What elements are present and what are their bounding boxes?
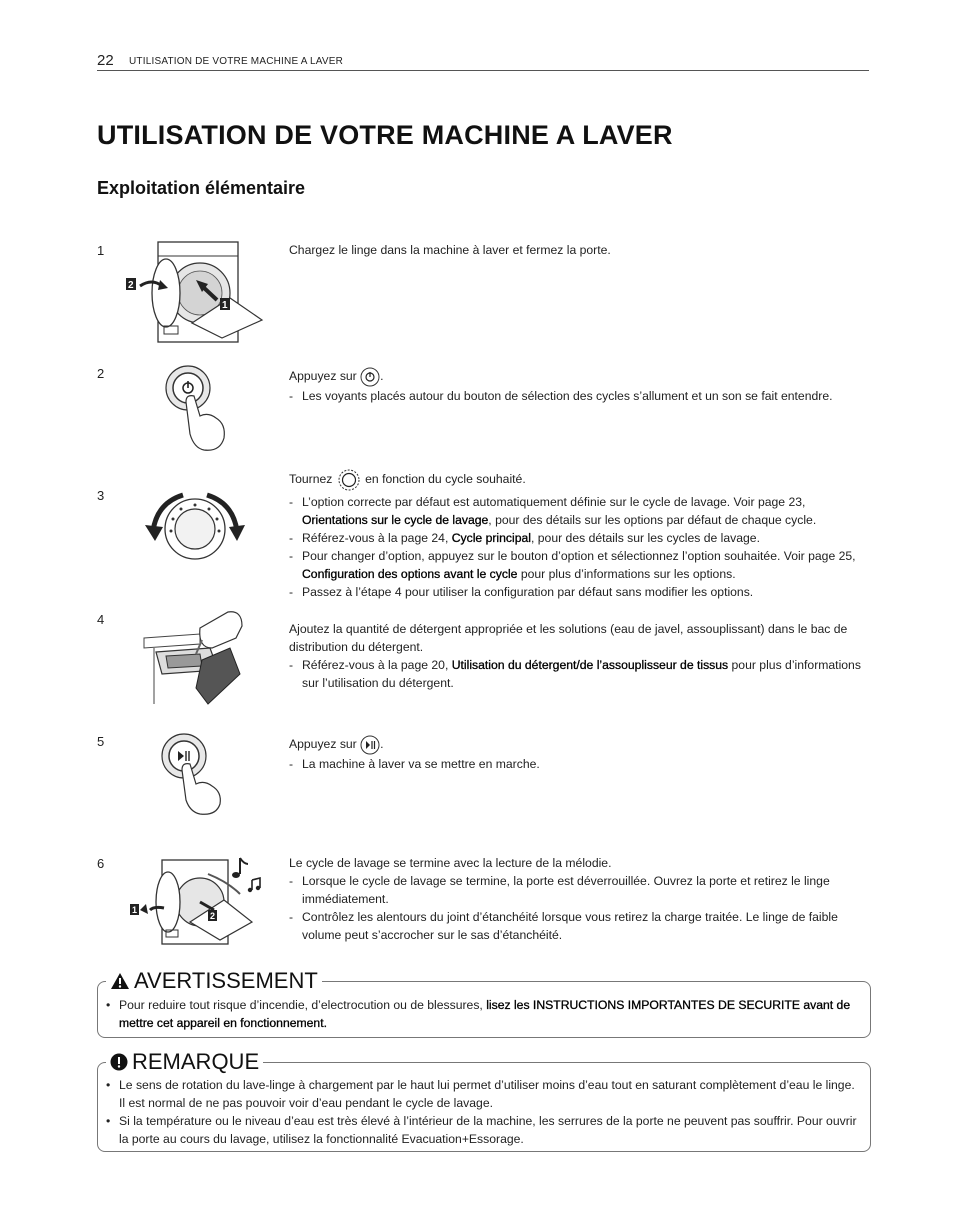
text: pour plus d’informations sur les options.	[520, 567, 736, 581]
warning-title-text: AVERTISSEMENT	[134, 968, 318, 993]
step-6-bullet: Lorsque le cycle de lavage se termine, la porte est déverrouillée. Ouvrez la porte et retirez le linge immédiatement.	[302, 874, 830, 906]
dash-marker: -	[289, 874, 294, 888]
step-3-text	[289, 469, 874, 601]
step-3-lead-b: en fonction du cycle souhaité.	[365, 472, 526, 487]
start-pause-icon	[360, 735, 380, 755]
step-3-lead-a: Tournez	[289, 472, 333, 487]
link-cycle-principal: Cycle principal	[451, 531, 531, 545]
text: pour plus d’informations sur l’utilisation du détergent.	[302, 658, 861, 690]
step-6-bullet: Contrôlez les alentours du joint d’étanchéité lorsque vous retirez la charge traitée. Le linge de faible volume peut s’accrocher sur le sas d’étanchéité.	[302, 910, 838, 942]
note-item: Le sens de rotation du lave-linge à chargement par le haut lui permet d’utiliser moins d’eau tout en saturant complètement d’eau le linge. Il est normal de ne pas pouvoir voir d’eau pendant le cycle de lavage.	[119, 1078, 855, 1110]
dash-marker: -	[289, 531, 294, 545]
page-header	[97, 52, 869, 71]
step-2-lead-b: .	[380, 369, 384, 384]
warning-emphasis: lisez les INSTRUCTIONS IMPORTANTES DE SECURITE avant de mettre cet appareil en fonctionnement.	[119, 998, 851, 1030]
exclamation-icon	[110, 1053, 128, 1071]
dash-marker: -	[289, 389, 294, 403]
link-configuration: Configuration des options avant le cycle	[302, 567, 518, 581]
cycle-end-illustration	[128, 852, 268, 948]
bullet-marker: •	[106, 1078, 111, 1092]
step-5-lead-a: Appuyez sur	[289, 737, 357, 752]
illustration-label: 2	[210, 911, 216, 921]
step-6-lead: Le cycle de lavage se termine avec la lecture de la mélodie.	[289, 856, 612, 870]
warning-icon	[110, 972, 130, 990]
illustration-label: 1	[132, 905, 138, 915]
illustration-label: 2	[128, 280, 134, 291]
illustration-label: 1	[222, 300, 228, 311]
text: Pour reduire tout risque d’incendie, d’electrocution ou de blessures,	[119, 998, 483, 1012]
text: Référez-vous à la page 20,	[302, 658, 449, 672]
step-number: 6	[97, 856, 105, 871]
power-icon	[360, 367, 380, 387]
dash-marker: -	[289, 585, 294, 599]
step-number: 3	[97, 488, 105, 503]
step-4-text	[289, 620, 874, 692]
warning-box	[97, 968, 871, 1038]
step-2-bullet: Les voyants placés autour du bouton de sélection des cycles s’allument et un son se fait entendre.	[302, 389, 833, 403]
step-6-text	[289, 854, 874, 944]
step-number: 5	[97, 734, 105, 749]
page-number: 22	[97, 52, 114, 69]
step-number: 2	[97, 366, 105, 381]
press-start-illustration	[160, 730, 230, 818]
step-5-text	[289, 735, 874, 773]
press-power-illustration	[164, 362, 234, 454]
step-5-lead-b: .	[380, 737, 384, 752]
step-4-lead: Ajoutez la quantité de détergent appropriée et les solutions (eau de javel, assouplissant) dans le bac de distribution du détergent.	[289, 622, 848, 654]
warning-body	[106, 996, 860, 1032]
note-title-text: REMARQUE	[132, 1049, 260, 1074]
add-detergent-illustration	[140, 608, 245, 708]
step-5-bullet: La machine à laver va se mettre en marche.	[302, 757, 540, 771]
note-item: Si la température ou le niveau d’eau est très élevé à l’intérieur de la machine, les serrures de la porte ne peuvent pas souffrir. Pour ouvrir la porte au cours du lavage, utilisez la fonctionnalité Evacuation+Essorage.	[119, 1114, 857, 1146]
warning-title	[106, 968, 322, 994]
section-title: UTILISATION DE VOTRE MACHINE A LAVER	[129, 56, 344, 67]
step-2-lead-a: Appuyez sur	[289, 369, 357, 384]
text: Référez-vous à la page 24,	[302, 531, 449, 545]
step-number: 1	[97, 243, 105, 258]
text: , pour des détails sur les cycles de lavage.	[530, 531, 760, 545]
load-laundry-illustration	[122, 238, 268, 348]
link-detergent: Utilisation du détergent/de l’assouplisseur de tissus	[451, 658, 729, 672]
text: L’option correcte par défaut est automatiquement définie sur le cycle de lavage. Voir page 23,	[302, 495, 806, 509]
cycle-dial-icon	[336, 469, 362, 491]
bullet-marker: •	[106, 998, 111, 1012]
dash-marker: -	[289, 658, 294, 672]
step-1-instruction: Chargez le linge dans la machine à laver et fermez la porte.	[289, 243, 611, 257]
dash-marker: -	[289, 549, 294, 563]
page-title: UTILISATION DE VOTRE MACHINE A LAVER	[97, 120, 673, 150]
step-number: 4	[97, 612, 105, 627]
note-body	[106, 1076, 860, 1148]
link-orientations: Orientations sur le cycle de lavage	[302, 513, 489, 527]
dash-marker: -	[289, 757, 294, 771]
text: Passez à l’étape 4 pour utiliser la configuration par défaut sans modifier les options.	[302, 585, 754, 599]
note-box	[97, 1049, 871, 1152]
bullet-marker: •	[106, 1114, 111, 1128]
step-2-text	[289, 367, 874, 405]
dash-marker: -	[289, 495, 294, 509]
text: , pour des détails sur les options par défaut de chaque cycle.	[488, 513, 817, 527]
note-title	[106, 1049, 263, 1075]
dash-marker: -	[289, 910, 294, 924]
turn-dial-illustration	[143, 485, 248, 565]
text: Pour changer d’option, appuyez sur le bouton d’option et sélectionnez l’option souhaitée. Voir page 25,	[302, 549, 856, 563]
section-subtitle: Exploitation élémentaire	[97, 178, 306, 198]
step-1-text	[289, 241, 874, 259]
